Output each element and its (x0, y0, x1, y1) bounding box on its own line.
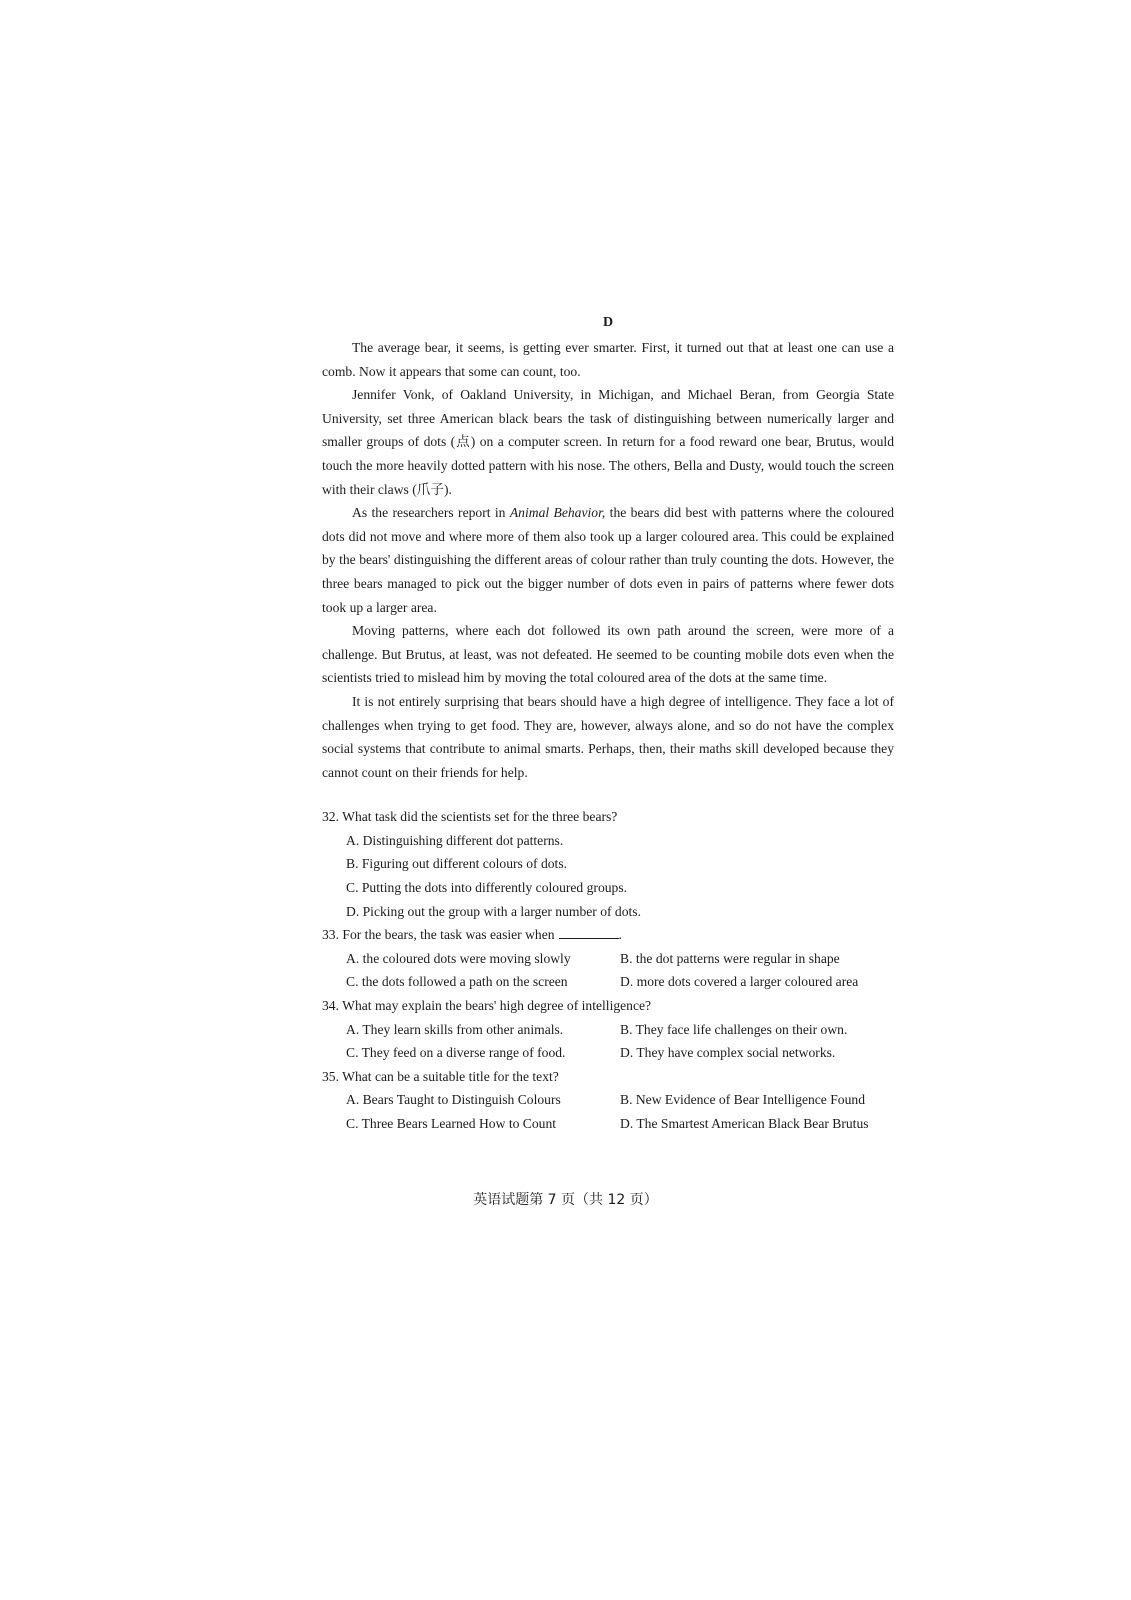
question-list (322, 805, 894, 1135)
question-34 (322, 994, 894, 1065)
question-34-stem: 34. What may explain the bears' high degree of intelligence? (322, 998, 652, 1014)
question-33-stem-line (322, 923, 894, 947)
paragraph-3-text-end: the bears did best with patterns where the coloured dots did not move and where more of them also took up a larger coloured area. This could be explained by the bears' distinguishing the different areas of colour rather than truly counting the dots. However, the three bears managed to pick out the bigger number of dots even in pairs of patterns where fewer dots took up a larger area. (322, 505, 894, 615)
question-35-options-row-2 (346, 1112, 894, 1136)
passage-paragraph-4: Moving patterns, where each dot followed its own path around the screen, were more of a challenge. But Brutus, at least, was not defeated. He seemed to be counting mobile dots even when the scientists tried to mislead him by moving the total coloured area of the dots at the same time. (322, 623, 894, 686)
question-34-options-row-2 (346, 1041, 894, 1065)
question-32-option-a: A. Distinguishing different dot patterns. (346, 832, 564, 848)
question-33-stem: 33. For the bears, the task was easier when (322, 927, 555, 943)
question-32 (322, 805, 894, 923)
question-32-option-d: D. Picking out the group with a larger number of dots. (346, 903, 641, 919)
journal-title: Animal Behavior, (509, 505, 606, 521)
passage-paragraph-1: The average bear, it seems, is getting ever smarter. First, it turned out that at least one can use a comb. Now it appears that some can count, too. (322, 340, 894, 379)
question-35-option-b: B. New Evidence of Bear Intelligence Found (620, 1092, 865, 1108)
question-32-option-c: C. Putting the dots into differently coloured groups. (346, 880, 628, 896)
question-33-options-row-1 (346, 947, 894, 971)
exam-page-content (322, 312, 894, 1136)
section-heading: D (602, 315, 614, 330)
question-34-option-a: A. They learn skills from other animals. (346, 1021, 564, 1037)
question-35 (322, 1065, 894, 1136)
question-33-option-d: D. more dots covered a larger coloured area (620, 974, 859, 990)
passage-paragraph-5: It is not entirely surprising that bears should have a high degree of intelligence. They face a lot of challenges when trying to get food. They are, however, always alone, and so do not have the complex social systems that contribute to animal smarts. Perhaps, then, their maths skill developed because they cannot count on their friends for help. (322, 693, 894, 780)
passage-paragraph-2: Jennifer Vonk, of Oakland University, in Michigan, and Michael Beran, from Georgia State University, set three American black bears the task of distinguishing between numerically larger and smaller groups of dots (点) on a computer screen. In return for a food reward one bear, Brutus, would touch the more heavily dotted pattern with his nose. The others, Bella and Dusty, would touch the screen with their claws (爪子). (322, 387, 894, 497)
question-32-stem: 32. What task did the scientists set for the three bears? (322, 809, 618, 825)
answer-blank (559, 926, 619, 939)
question-33 (322, 923, 894, 994)
question-33-options-row-2 (346, 970, 894, 994)
passage-paragraph-3 (322, 501, 894, 619)
question-33-option-c: C. the dots followed a path on the screen (346, 974, 568, 990)
question-34-option-b: B. They face life challenges on their own. (620, 1021, 848, 1037)
question-35-option-d: D. The Smartest American Black Bear Brutus (620, 1116, 869, 1131)
question-35-stem: 35. What can be a suitable title for the text? (322, 1068, 559, 1084)
question-33-option-b: B. the dot patterns were regular in shape (620, 950, 840, 966)
page-footer: 英语试题第 7 页（共 12 页） (473, 1192, 658, 1208)
question-35-options-row-1 (346, 1088, 894, 1112)
question-34-options-row-1 (346, 1018, 894, 1042)
question-34-option-c: C. They feed on a diverse range of food. (346, 1045, 566, 1061)
question-35-option-c: C. Three Bears Learned How to Count (346, 1116, 557, 1131)
question-34-option-d: D. They have complex social networks. (620, 1045, 836, 1061)
question-35-option-a: A. Bears Taught to Distinguish Colours (346, 1092, 561, 1108)
question-33-stem-end: . (618, 927, 622, 943)
question-33-option-a: A. the coloured dots were moving slowly (346, 950, 571, 966)
question-32-option-b: B. Figuring out different colours of dots. (346, 856, 568, 872)
paragraph-3-text-start: As the researchers report in (352, 505, 510, 521)
